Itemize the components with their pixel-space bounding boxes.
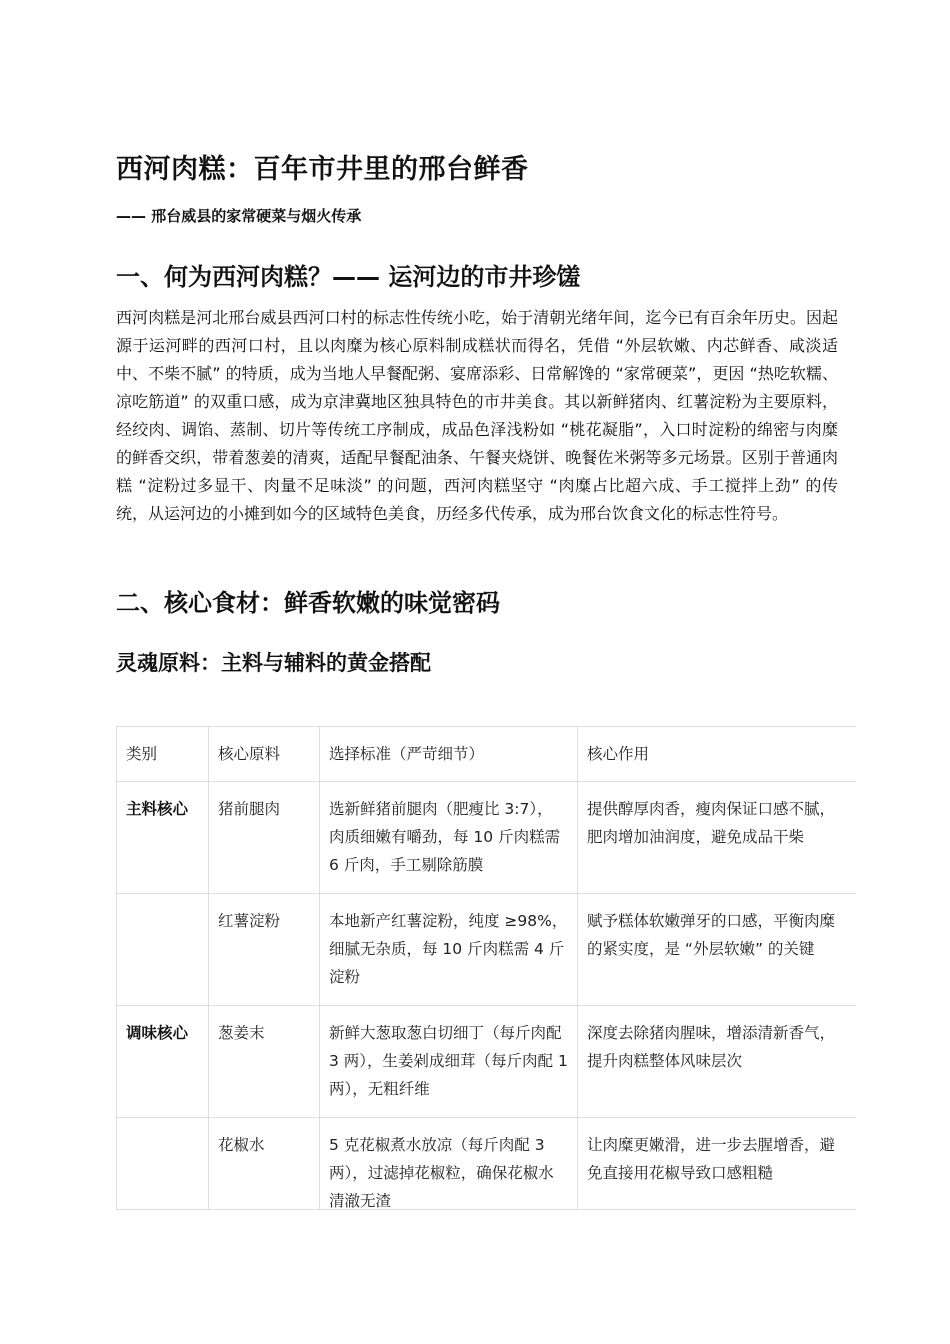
cell-category xyxy=(117,894,209,1006)
cell-ingredient: 花椒水 xyxy=(209,1118,320,1211)
header-ingredient: 核心原料 xyxy=(209,727,320,782)
cell-category: 调味核心 xyxy=(117,1006,209,1118)
cell-ingredient: 葱姜末 xyxy=(209,1006,320,1118)
cell-role: 让肉糜更嫩滑，进一步去腥增香，避免直接用花椒导致口感粗糙 xyxy=(578,1118,857,1211)
table-header-row xyxy=(117,727,857,782)
cell-standard: 新鲜大葱取葱白切细丁（每斤肉配 3 两），生姜剁成细茸（每斤肉配 1 两），无粗纤维 xyxy=(320,1006,578,1118)
cell-category: 主料核心 xyxy=(117,782,209,894)
page-title: 西河肉糕：百年市井里的邢台鲜香 xyxy=(116,154,529,185)
ingredients-table xyxy=(116,726,856,1210)
table-row xyxy=(117,894,857,1006)
header-category: 类别 xyxy=(117,727,209,782)
cell-standard: 5 克花椒煮水放凉（每斤肉配 3 两），过滤掉花椒粒，确保花椒水清澈无渣 xyxy=(320,1118,578,1211)
cell-standard: 本地新产红薯淀粉，纯度 ≥98%，细腻无杂质，每 10 斤肉糕需 4 斤淀粉 xyxy=(320,894,578,1006)
section-2-heading: 二、核心食材：鲜香软嫩的味觉密码 xyxy=(116,589,500,617)
cell-role: 赋予糕体软嫩弹牙的口感，平衡肉糜的紧实度，是 “外层软嫩” 的关键 xyxy=(578,894,857,1006)
header-standard: 选择标准（严苛细节） xyxy=(320,727,578,782)
table-row xyxy=(117,1006,857,1118)
cell-role: 提供醇厚肉香，瘦肉保证口感不腻，肥肉增加油润度，避免成品干柴 xyxy=(578,782,857,894)
cell-category xyxy=(117,1118,209,1211)
table-row xyxy=(117,782,857,894)
ingredients-table-container xyxy=(116,726,856,1210)
cell-standard: 选新鲜猪前腿肉（肥瘦比 3:7），肉质细嫩有嚼劲，每 10 斤肉糕需 6 斤肉，手工剔除筋膜 xyxy=(320,782,578,894)
header-role: 核心作用 xyxy=(578,727,857,782)
section-1-heading: 一、何为西河肉糕？—— 运河边的市井珍馐 xyxy=(116,263,581,291)
section-2-subheading: 灵魂原料：主料与辅料的黄金搭配 xyxy=(116,651,431,675)
table-row xyxy=(117,1118,857,1211)
cell-ingredient: 红薯淀粉 xyxy=(209,894,320,1006)
page-subtitle: —— 邢台威县的家常硬菜与烟火传承 xyxy=(116,207,362,225)
cell-ingredient: 猪前腿肉 xyxy=(209,782,320,894)
section-1-paragraph: 西河肉糕是河北邢台威县西河口村的标志性传统小吃，始于清朝光绪年间，迄今已有百余年历史。因起源于运河畔的西河口村，且以肉糜为核心原料制成糕状而得名，凭借 “外层软嫩、内芯鲜香、咸淡适中、不柴不腻” 的特质，成为当地人早餐配粥、宴席添彩、日常解馋的 “家常硬菜”，更因 “热吃软糯、凉吃筋道” 的双重口感，成为京津冀地区独具特色的市井美食。其以新鲜猪肉、红薯淀粉为主要原料，经绞肉、调馅、蒸制、切片等传统工序制成，成品色泽浅粉如 “桃花凝脂”，入口时淀粉的绵密与肉糜的鲜香交织，带着葱姜的清爽，适配早餐配油条、午餐夹烧饼、晚餐佐米粥等多元场景。区别于普通肉糕 “淀粉过多显干、肉量不足味淡” 的问题，西河肉糕坚守 “肉糜占比超六成、手工搅拌上劲” 的传统，从运河边的小摊到如今的区域特色美食，历经多代传承，成为邢台饮食文化的标志性符号。 xyxy=(116,308,838,523)
cell-role: 深度去除猪肉腥味，增添清新香气，提升肉糕整体风味层次 xyxy=(578,1006,857,1118)
